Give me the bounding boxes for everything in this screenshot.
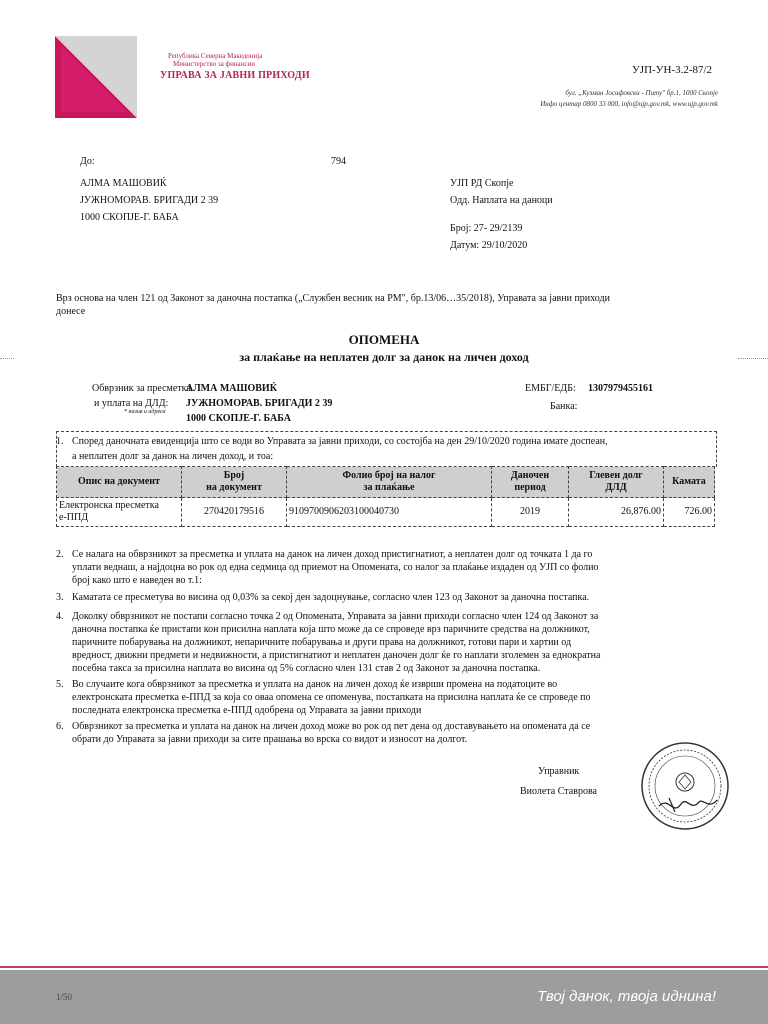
page-number: 1/50 (56, 992, 73, 1002)
document-title: ОПОМЕНА (348, 332, 420, 347)
sender-department: Одд. Наплата на даноци (450, 195, 553, 206)
item-number: 4. (56, 611, 64, 622)
item-text-line: даночна постапка ќе пристапи кон присилна наплата која што може да се спроведе врз паричните средства на должникот, (72, 624, 590, 635)
item-text-line: број како што е наведен во т.1: (72, 575, 202, 586)
col-interest: Камата (664, 467, 715, 498)
item-text (72, 548, 720, 587)
table-frame (56, 431, 717, 467)
item-text-line: паричните побарувања на должникот, непаричните побарувања и други права на должникот, готови пари и хартии од (72, 637, 572, 648)
item-number: 2. (56, 549, 64, 560)
preamble-line-2: донесе (56, 306, 86, 317)
debt-table (56, 466, 715, 527)
item-number: 5. (56, 679, 64, 690)
recipient-number: 794 (331, 156, 346, 167)
org-line-1: Република Северна Македонија (168, 52, 263, 60)
item-text (72, 591, 720, 604)
col-debt: Глевен долг ДЛД (569, 467, 664, 498)
taxpayer-note: * назив и адреса (124, 409, 166, 415)
embg-label: ЕМБГ/ЕДБ: (525, 383, 576, 394)
item-text-line: уплати веднаш, а најдоцна во рок од една седмица од приемот на Опоменатa, со налог за плаќање издаден од УЈП со фолио (72, 562, 599, 573)
to-label: До: (80, 156, 95, 167)
item-text-line: последната електронска пресметка е-ППД одобрена од Управата за јавни приходи (72, 705, 422, 716)
item-text-line: Во случаите кога обврзникот за пресметка и уплата на данок на личен доход ќе изврши промена на податоците во (72, 679, 558, 690)
col-number: Број на документ (182, 467, 287, 498)
item-text: Според даночната евиденција што се води во Управата за јавни приходи, со состојба на ден 29/10/2020 година имате доспеан, (72, 436, 608, 447)
item-number: 3. (56, 592, 64, 603)
embg-value: 1307979455161 (588, 383, 653, 394)
taxpayer-street: ЈУЖНОМОРАВ. БРИГАДИ 2 39 (186, 398, 333, 409)
table-row (57, 498, 715, 527)
footer-slogan: Твој данок, твоја иднина! (537, 988, 716, 1005)
sender-office: УЈП РД Скопје (450, 178, 514, 189)
signature-name: Виолета Ставрова (520, 786, 597, 797)
items-list (56, 548, 720, 758)
document-number: Број: 27- 29/2139 (450, 223, 523, 234)
col-period: Даночен период (492, 467, 569, 498)
item-text-line: Доколку обврзникот не постапи согласно точка 2 од Опоменатa, Управата за јавни приходи согласно член 124 од Законот за (72, 611, 599, 622)
item-text-line: вредност, движни предмети и недвижности, а пристигнатиот и неплатен даночен долг ќе го наплати зголемен за еднократна (72, 650, 601, 661)
taxpayer-label-1: Обврзник за пресметка (92, 383, 191, 394)
cell-number: 270420179516 (182, 498, 287, 527)
item-text-line: Каматата се пресметува во висина од 0,03% за секој ден задоцнување, согласно член 123 од Законот за даночна постапка. (72, 592, 590, 603)
preamble-line-1: Врз основа на член 121 од Законот за даночна постапка („Службен весник на РМ", бр.13/06…35/2018), Управата за јавни приходи (56, 293, 610, 304)
org-line-2: Министерство за финансии (173, 60, 256, 68)
document-date: Датум: 29/10/2020 (450, 240, 528, 251)
item-text (72, 610, 720, 675)
item-text (72, 720, 720, 746)
item-text-line: посебна такса за присилна наплата во висина од 5% согласно член 131 став 2 од Законот за даночна постапка. (72, 663, 541, 674)
item-number: 6. (56, 721, 64, 732)
cell-document: Електронска пресметка е-ППД (57, 498, 182, 527)
item-text-line: Обврзникот за пресметка и уплата на данок на личен доход може во рок од пет дена од доставувањето на опомената да се (72, 721, 591, 732)
official-stamp (639, 740, 731, 832)
cell-debt: 26,876.00 (569, 498, 664, 527)
cell-interest: 726.00 (664, 498, 715, 527)
document-subtitle: за плаќање на неплатен долг за данок на личен доход (239, 350, 529, 364)
recipient-street: ЈУЖНОМОРАВ. БРИГАДИ 2 39 (80, 195, 219, 206)
item-text (72, 678, 720, 717)
logo (55, 36, 137, 118)
footer-accent-line (0, 966, 768, 968)
contact-line: Инфо центар 0800 33 000, info@ujp.gov.mk, www.ujp.gov.mk (540, 100, 718, 108)
taxpayer-name: АЛМА МАШОВИЌ (186, 383, 277, 394)
item-text-line: електронската пресметка е-ППД за која со оваа опомена се опоменува, постапката на присилна наплата ќе се спроведе по (72, 692, 591, 703)
item-number: 1. (56, 436, 64, 447)
taxpayer-label-2: и уплата на ДЛД: (94, 398, 169, 409)
signature-role: Управник (538, 766, 580, 777)
org-name: УПРАВА ЗА ЈАВНИ ПРИХОДИ (160, 70, 310, 81)
col-document: Опис на документ (57, 467, 182, 498)
cell-period: 2019 (492, 498, 569, 527)
recipient-name: АЛМА МАШОВИЌ (80, 178, 167, 189)
table-header-row (57, 467, 715, 498)
cell-folio: 910970090620310004073​0 (287, 498, 492, 527)
item-text-line: обрати до Управата за јавни приходи за сите прашања во врска со видот и износот на долгот. (72, 734, 468, 745)
item-text: а неплатен долг за данок на личен доход, и тоа: (72, 451, 274, 462)
form-code: УЈП-УН-3.2-87/2 (632, 64, 713, 76)
taxpayer-city: 1000 СКОПЈЕ-Г. БАБА (186, 413, 291, 424)
address-line: бул. „Кузман Јосифовски - Питу" бр.1, 1000 Скопје (565, 89, 718, 97)
bank-label: Банка: (550, 401, 578, 412)
item-text-line: Се налага на обврзникот за пресметка и уплата на данок на личен доход пристигнатиот, а неплатен долг од точката 1 да го (72, 549, 593, 560)
col-folio: Фолио број на налог за плаќање (287, 467, 492, 498)
recipient-city: 1000 СКОПЈЕ-Г. БАБА (80, 212, 179, 223)
